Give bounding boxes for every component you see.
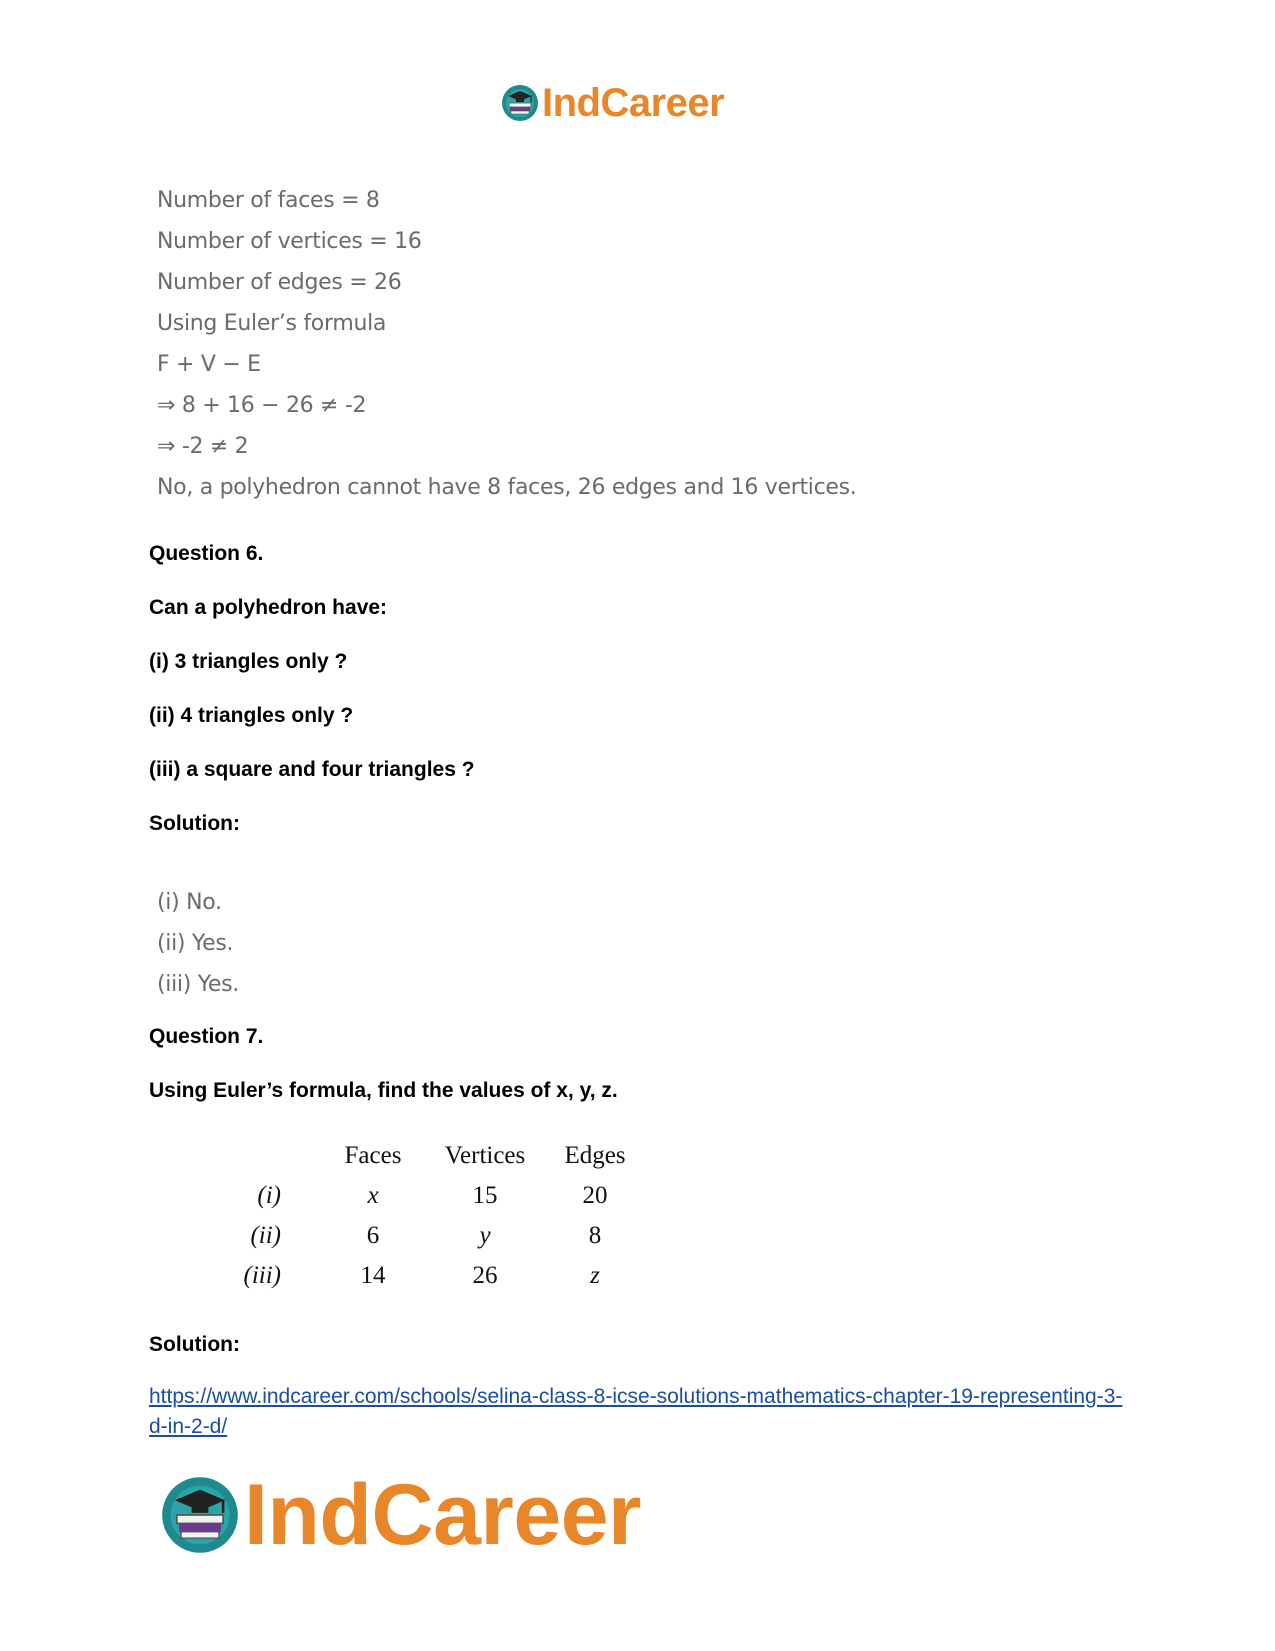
table-cell-faces: 14 xyxy=(360,1262,386,1289)
answer-line: (ii) Yes. xyxy=(157,931,234,956)
working-line: ⇒ 8 + 16 − 26 ≠ -2 xyxy=(157,393,367,418)
table-cell-faces: x xyxy=(367,1182,379,1209)
brand-wordmark: IndCareer xyxy=(244,1467,641,1563)
working-line: Number of faces = 8 xyxy=(157,188,380,213)
table-header-edges: Edges xyxy=(564,1142,626,1169)
answer-line: (iii) Yes. xyxy=(157,972,240,997)
footer-logo xyxy=(158,1465,698,1565)
working-line: Using Euler’s formula xyxy=(157,311,387,336)
working-line: No, a polyhedron cannot have 8 faces, 26 edges and 16 vertices. xyxy=(157,475,857,500)
working-line: ⇒ -2 ≠ 2 xyxy=(157,434,249,459)
table-cell-edges: 20 xyxy=(582,1182,608,1209)
working-line: F + V − E xyxy=(157,352,261,377)
table-row-label: (ii) xyxy=(250,1222,281,1249)
table-cell-vertices: 26 xyxy=(472,1262,498,1289)
table-header-vertices: Vertices xyxy=(444,1142,526,1169)
question-7-solution-label: Solution: xyxy=(149,1333,240,1356)
question-7-prompt: Using Euler’s formula, find the values of x, y, z. xyxy=(149,1079,618,1102)
graduation-cap-book-logo-icon xyxy=(158,1473,242,1557)
table-header-faces: Faces xyxy=(344,1142,402,1169)
question-6-answers xyxy=(157,882,239,1005)
table-cell-vertices: y xyxy=(479,1222,491,1249)
question-6-part-i: (i) 3 triangles only ? xyxy=(149,650,348,673)
question-6-part-ii: (ii) 4 triangles only ? xyxy=(149,704,354,727)
question-6-part-iii: (iii) a square and four triangles ? xyxy=(149,758,475,781)
brand-wordmark: IndCareer xyxy=(542,81,725,125)
table-cell-faces: 6 xyxy=(366,1222,380,1249)
answer-line: (i) No. xyxy=(157,890,222,915)
working-line: Number of edges = 26 xyxy=(157,270,402,295)
working-line: Number of vertices = 16 xyxy=(157,229,422,254)
graduation-cap-book-logo-icon xyxy=(500,83,540,123)
question-6-solution-label: Solution: xyxy=(149,812,240,835)
header-logo xyxy=(500,78,770,128)
question-6-title: Question 6. xyxy=(149,542,264,565)
table-row-label: (iii) xyxy=(243,1262,281,1289)
solution-link[interactable]: https://www.indcareer.com/schools/selina-class-8-icse-solutions-mathematics-chapter-19-representing-3-d-in-2-d/ xyxy=(149,1385,1123,1438)
question-7-title: Question 7. xyxy=(149,1025,264,1048)
previous-solution-working xyxy=(157,180,857,508)
table-cell-edges: z xyxy=(590,1262,600,1289)
table-cell-edges: 8 xyxy=(588,1222,602,1249)
table-row-label: (i) xyxy=(257,1182,281,1209)
table-cell-vertices: 15 xyxy=(472,1182,498,1209)
question-6-prompt: Can a polyhedron have: xyxy=(149,596,388,619)
